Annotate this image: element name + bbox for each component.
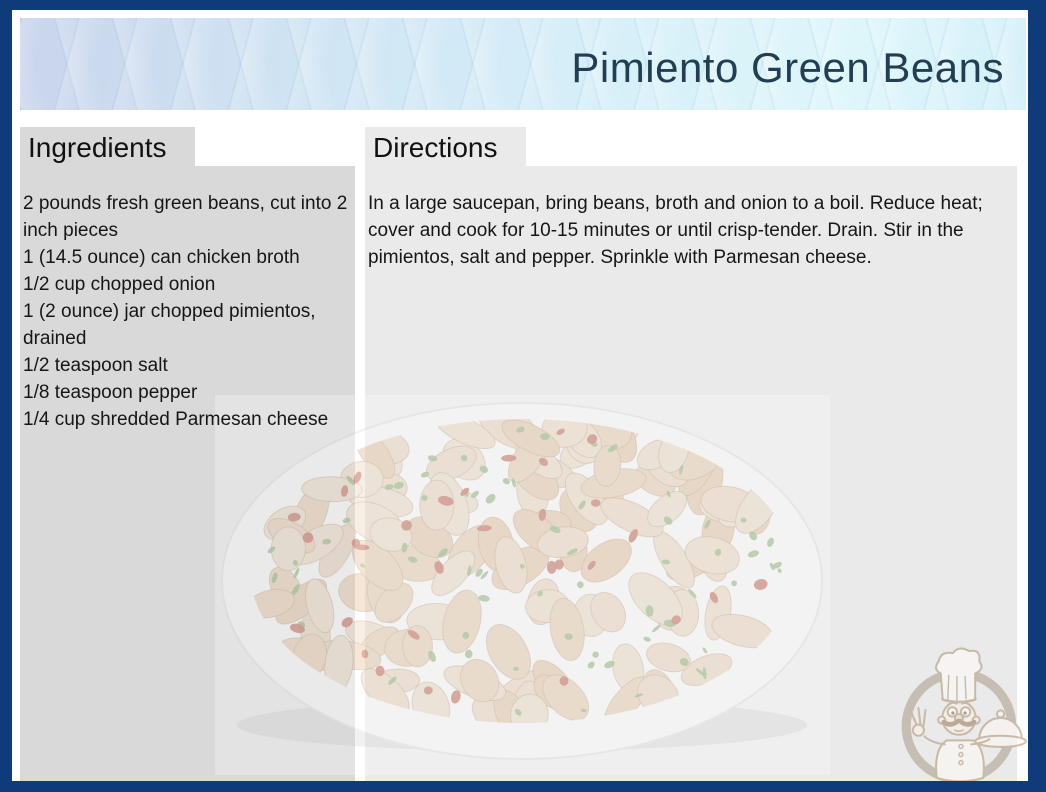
ingredient-item: 1/8 teaspoon pepper	[23, 382, 198, 403]
ingredient-item: 1/2 cup chopped onion	[23, 274, 216, 295]
directions-heading: Directions	[365, 127, 526, 166]
ingredient-item: 2 pounds fresh green beans, cut into 2 inch pieces	[23, 193, 348, 241]
ingredient-item: 1 (14.5 ounce) can chicken broth	[23, 247, 300, 268]
header-banner	[20, 18, 1026, 110]
chef-logo-icon	[896, 645, 1028, 787]
ingredient-item: 1/4 cup shredded Parmesan cheese	[23, 409, 329, 430]
page-title: Pimiento Green Beans	[571, 44, 1004, 91]
ingredient-item: 1 (2 ounce) jar chopped pimientos, drained	[23, 301, 316, 349]
directions-text: In a large saucepan, bring beans, broth and onion to a boil. Reduce heat; cover and cook for 10-15 minutes or until crisp-tender. Drain. Stir in the pimientos, salt and pepper. Sprinkle with Parmesan cheese.	[368, 193, 983, 268]
chef-hat-icon	[936, 648, 981, 702]
ingredients-list	[23, 190, 351, 433]
ingredient-item: 1/2 teaspoon salt	[23, 355, 168, 376]
ingredients-heading: Ingredients	[20, 127, 195, 166]
bean-bowl-image	[215, 395, 830, 775]
